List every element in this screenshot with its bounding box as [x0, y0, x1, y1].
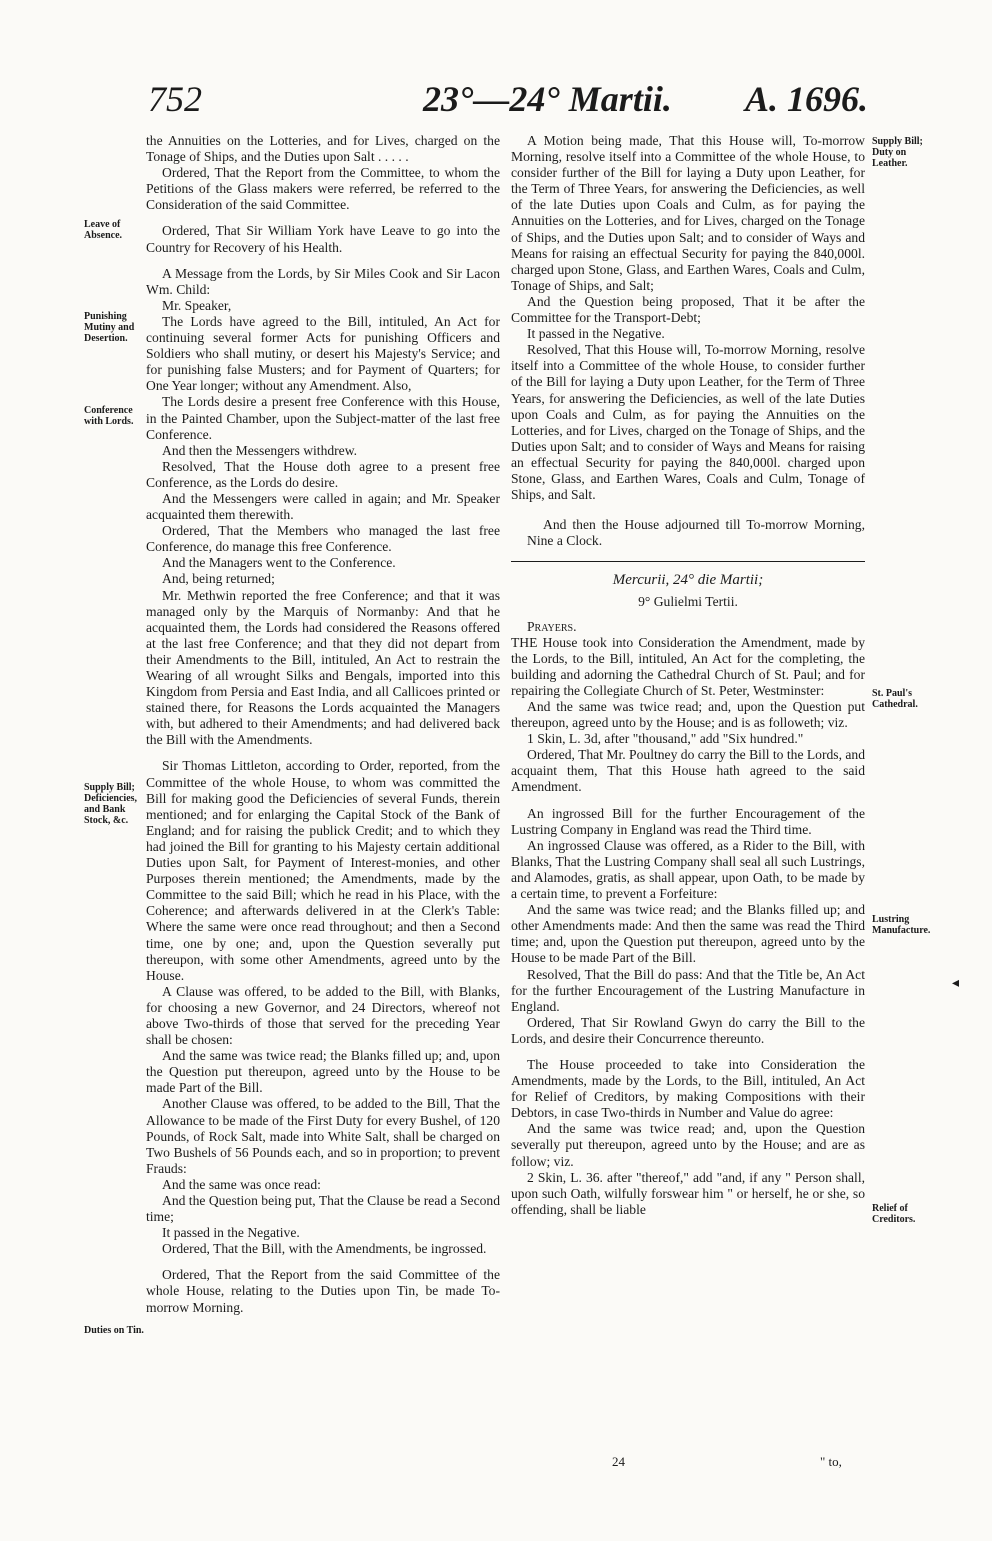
paragraph: A Message from the Lords, by Sir Miles Cook and Sir Lacon Wm. Child: [146, 265, 500, 297]
paragraph: And the Question being put, That the Clause be read a Second time; [146, 1193, 500, 1225]
margin-note: St. Paul's Cathedral. [872, 688, 918, 710]
paragraph: the Annuities on the Lotteries, and for Lives, charged on the Tonage of Ships, and the Duties upon Salt . . . . . [146, 133, 500, 165]
margin-note: Relief of Creditors. [872, 1203, 916, 1225]
margin-note: Leave of Absence. [84, 219, 123, 241]
prayers-heading: Prayers. [527, 618, 577, 634]
paragraph: Resolved, That this House will, To-morrow Morning, resolve itself into a Committee of the whole House, to consider further of the Bill for laying a Duty upon Leather, for the Term of Three Years, for answering the Deficiencies, as well of the late Duties upon Coals and Culm, as for paying the Annuities on the Lotteries, and for Lives, charged on the Tonage of Ships, and the Duties upon Salt; and to consider of Ways and Means for raising an effectual Security for paying the 840,000l. charged upon Stone, Glass, and Earthen Wares, Coals and Culm, Tonage of Ships, and Salt. [511, 342, 865, 503]
paragraph: Another Clause was offered, to be added to the Bill, That the Allowance to be made of the First Duty for every Bushel, of 120 Pounds, of Rock Salt, made into White Salt, shall be charged on Two Bushels of 56 Pounds each, and so in proportion; to prevent Frauds: [146, 1096, 500, 1176]
adjournment: And then the House adjourned till To-morrow Morning, Nine a Clock. [527, 517, 865, 549]
paragraph: Sir Thomas Littleton, according to Order, reported, from the Committee of the whole House, to whom was committed the Bill for making good the Deficiencies of several Funds, therein mentioned; and for enlarging the Capital Stock of the Bank of England; and for raising the publick Credit; and to which they had joined the Bill for granting to his Majesty certain additional Duties upon Salt, for Payment of Interest-monies, and other Purposes therein mentioned; the Amendments, made by the Committee to the said Bill; which he read in his Place, with the Coherence; and afterwards delivered in at the Clerk's Table: Where the same were once read throughout; and then a Second time, one by one; and, upon the Question severally put thereupon, with some other Amendments, agreed unto by the House. [146, 758, 500, 983]
catchword: " to, [820, 1454, 842, 1469]
margin-note: Lustring Manufacture. [872, 914, 931, 936]
paragraph: The Lords have agreed to the Bill, intituled, An Act for continuing several former Acts for punishing Officers and Soldiers who shall mutiny, or desert his Majesty's Service; and for punishing false Musters; and for Payment of Quarters; for One Year longer; without any Amendment. Also, [146, 313, 500, 394]
paragraph: An ingrossed Clause was offered, as a Rider to the Bill, with Blanks, That the Lustring Company shall seal all such Lustrings, and Alamodes, gratis, as shall appear, upon Oath, to be made by a certain time, to prevent a Forfeiture: [511, 837, 865, 902]
paragraph: And the same was twice read; and, upon the Question put thereupon, agreed unto by the House; and is as followeth; viz. [511, 699, 865, 731]
paragraph: It passed in the Negative. [527, 326, 665, 342]
page-number: 752 [148, 79, 202, 119]
paragraph: A Clause was offered, to be added to the Bill, with Blanks, for choosing a new Governor, and 24 Directors, whereof not above Two-thirds of those that served for the preceding Year shall be chosen: [146, 983, 500, 1048]
paragraph: Ordered, That Sir William York have Leave to go into the Country for Recovery of his Health. [146, 223, 500, 255]
paragraph: And the same was twice read; the Blanks filled up; and, upon the Question put thereupon, agreed unto by the House to be made Part of the Bill. [146, 1048, 500, 1096]
paragraph: And the Question being proposed, That it be after the Committee for the Transport-Debt; [511, 293, 865, 326]
paragraph: Resolved, That the House doth agree to a present free Conference, as the Lords do desire. [146, 458, 500, 490]
paragraph: 2 Skin, L. 36. after "thereof," add "and, if any " Person shall, upon such Oath, wilfully forswear him " or herself, he or she, so offending, shall be liable [511, 1169, 865, 1217]
signature-mark: 24 [612, 1454, 625, 1469]
paragraph: 1 Skin, L. 3d, after "thousand," add "Six hundred." [527, 731, 804, 747]
pointer-hand-icon: ◂ [952, 976, 960, 991]
right-column [511, 133, 865, 1218]
paragraph: Resolved, That the Bill do pass: And that the Title be, An Act for the further Encouragement of the Lustring Manufacture in England. [511, 966, 865, 1014]
section-rule [511, 561, 865, 562]
margin-note: Duties on Tin. [84, 1325, 144, 1336]
day-heading: Mercurii, 24° die Martii; [612, 572, 764, 589]
paragraph: Mr. Speaker, [162, 297, 232, 313]
paragraph: And the same was once read: [162, 1176, 321, 1192]
paragraph: Ordered, That the Members who managed the last free Conference, do manage this free Conference. [146, 523, 500, 555]
paragraph: Ordered, That Mr. Poultney do carry the Bill to the Lords, and acquaint them, That this House hath agreed to the said Amendment. [511, 747, 866, 795]
page-date: 23°—24° Martii. [423, 79, 672, 119]
paragraph: Mr. Methwin reported the free Conference; and that it was managed only by the Marquis of Normanby: And that he acquainted them, the Lords had considered the Reasons offered at the last free Conference; and that they did not depart from their Amendments to the Bill, intituled, An Act to restrain the Wearing of all wrought Silks and Bengals, imported into this Kingdom from Persia and East India, and all Callicoes printed or stained there, for Reasons the Lords acquainted the Managers with, but adhered to their Amendments; and had delivered back the Bill with the Amendments. [146, 587, 500, 748]
paragraph: And the same was twice read; and, upon the Question severally put thereupon, agreed unto by the House; and are as follow; viz. [511, 1121, 865, 1169]
paragraph: And the Managers went to the Conference. [162, 555, 396, 571]
paragraph: And the Messengers were called in again; and Mr. Speaker acquainted them therewith. [146, 490, 500, 523]
paragraph: And then the Messengers withdrew. [162, 442, 358, 458]
paragraph: It passed in the Negative. [162, 1225, 300, 1241]
margin-note: Supply Bill; Deficiencies, and Bank Stock, &c. [84, 782, 138, 826]
paragraph: And, being returned; [162, 571, 275, 587]
paragraph: Ordered, That Sir Rowland Gwyn do carry the Bill to the Lords, and desire their Concurrence thereunto. [511, 1014, 865, 1046]
paragraph: THE House took into Consideration the Amendment, made by the Lords, to the Bill, intituled, An Act for the completing, the building and adorning the Cathedral Church of St. Paul; and for repairing the Collegiate Church of St. Peter, Westminster: [511, 634, 865, 698]
left-column [146, 133, 500, 1316]
paragraph: Ordered, That the Report from the said Committee of the whole House, relating to the Duties upon Tin, be made To-morrow Morning. [146, 1267, 500, 1315]
page-header [148, 78, 868, 126]
reign-heading: 9° Gulielmi Tertii. [638, 594, 738, 610]
margin-note: Supply Bill; Duty on Leather. [872, 136, 923, 169]
paragraph: A Motion being made, That this House will, To-morrow Morning, resolve itself into a Committee of the whole House, to consider further of the Bill for laying a Duty upon Leather, for the Term of Three Years, for answering the Deficiencies, as well of the late Duties upon Coals and Culm, as for paying the Annuities on the Lotteries, and for Lives, charged on the Tonage of Ships, and the Duties upon Salt; and to consider of Ways and Means for raising an effectual Security for paying the 840,000l. charged upon Stone, Glass, and Earthen Wares, Coals and Culm, Tonage of Ships, and Salt; [511, 133, 865, 293]
paragraph: The House proceeded to take into Consideration the Amendments, made by the Lords, to the Bill, intituled, An Act for Relief of Creditors, by making Compositions with their Debtors, in case Two-thirds in Number and Value do agree: [511, 1056, 865, 1121]
paragraph: The Lords desire a present free Conference with this House, in the Painted Chamber, upon the Subject-matter of the last free Conference. [146, 394, 500, 442]
margin-note: Conference with Lords. [84, 405, 134, 427]
paragraph: And the same was twice read; and the Blanks filled up; and other Amendments made: And then the same was read the Third time; and, upon the Question put thereupon, agreed unto by the House to be made Part of the Bill. [511, 902, 865, 966]
paragraph: Ordered, That the Report from the Committee, to whom the Petitions of the Glass makers were referred, be referred to the Consideration of the said Committee. [146, 165, 500, 213]
paragraph: An ingrossed Bill for the further Encouragement of the Lustring Company in England was read the Third time. [511, 805, 865, 837]
page-year: A. 1696. [744, 79, 868, 119]
paragraph: Ordered, That the Bill, with the Amendments, be ingrossed. [162, 1241, 487, 1257]
margin-note: Punishing Mutiny and Desertion. [84, 311, 135, 344]
